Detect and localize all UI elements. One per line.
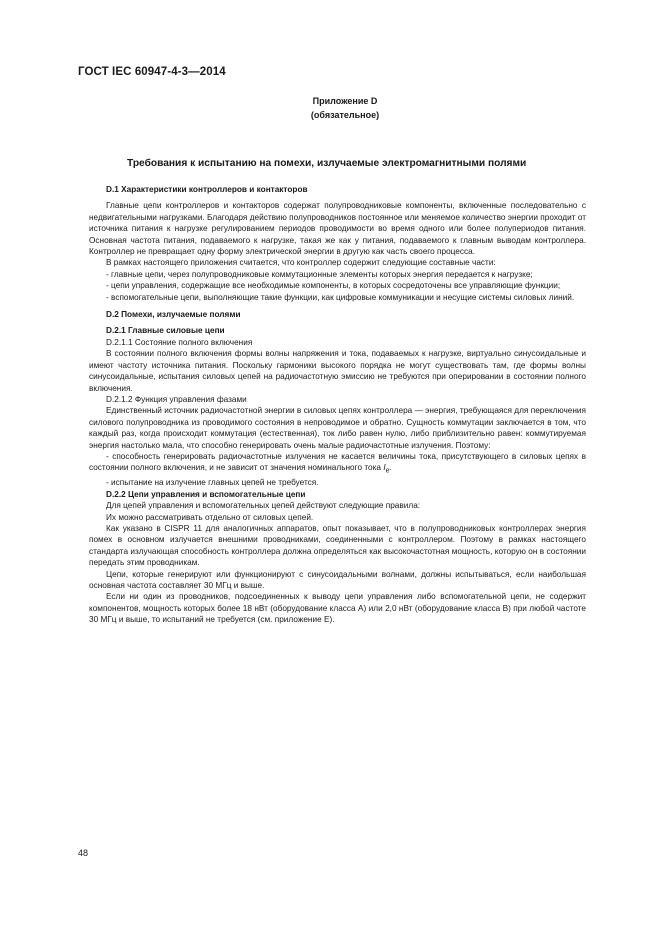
d1-paragraph-1: Главные цепи контроллеров и контакторов содержат полупроводниковые компоненты, включенные последовательно с недвигательными нагрузками. Благодаря действию полупроводников постоянное или меняемое количество энергии проходит от источника питания к нагрузке регулированием периодов проводимости во время одного или более полупериодов питания. Основная частота питания, подаваемого к нагрузке, такая же как у питания, подаваемого к главным выводам контроллера. Контроллер не превращает одну форму электрической энергии в другую как часть своего процесса.: [89, 201, 586, 257]
annex-status: (обязательное): [310, 110, 380, 120]
item-terminator: .: [389, 463, 392, 473]
d22-paragraph-5: Если ни один из проводников, подсоединенных к выводу цепи управления либо вспомогательной цепи, не содержит компонентов, мощность которых более 18 нВт (оборудование класса А) или 2,0 нВт (оборудование класса В) при любой частоте 30 МГц и выше, то испытаний не требуется (см. приложение Е).: [89, 592, 586, 625]
d1-list-item: - цепи управления, содержащие все необходимые компоненты, в которых сосредоточены все управляющие функции;: [106, 281, 561, 291]
current-symbol: I: [383, 463, 386, 473]
d22-paragraph-2: Их можно рассматривать отдельно от силовых цепей.: [106, 512, 314, 522]
d212-list-item: - испытание на излучение главных цепей не требуется.: [106, 478, 319, 488]
d1-list-item: - главные цепи, через полупроводниковые коммутационные элементы которых энергия передается к нагрузке;: [106, 269, 533, 279]
d22-paragraph-4: Цепи, которые генерируют или функционируют с синусоидальными волнами, должны испытываться, если наибольшая основная частота составляет 30 МГц и выше.: [89, 569, 586, 591]
section-d211-heading: D.2.1.1 Состояние полного включения: [106, 337, 253, 347]
d212-list-item: [89, 451, 586, 477]
annex-name: Приложение D: [312, 96, 378, 106]
d22-paragraph-1: Для цепей управления и вспомогательных цепей действуют следующие правила:: [106, 501, 421, 511]
d22-paragraph-3: Как указано в CISPR 11 для аналогичных аппаратов, опыт показывает, что в полупроводниковых контроллерах энергия помех в основном излучается внешними проводниками, соединенными с контроллером. Поэтому в рамках настоящего стандарта излучающая способность контроллера должна определяться как высокочастотная мощность, которую он в состоянии передать этим проводникам.: [89, 524, 586, 568]
d1-paragraph-2: В рамках настоящего приложения считается, что контроллер содержит следующие составные части:: [106, 258, 496, 268]
d212-paragraph: Единственный источник радиочастотной энергии в силовых цепях контроллера — энергия, требующаяся для переключения силового полупроводника из проводимого состояния в непроводимое и обратно. Сущность коммутации заключается в том, что каждый раз, когда происходит коммутация (естественная), ток либо равен нулю, либо приблизительно равен: коммутируемая энергия настолько мала, что способно генерировать очень малые радиочастотные излучения. Поэтому:: [89, 406, 586, 450]
page-number: 48: [78, 848, 89, 858]
rated-current-symbol: [383, 463, 392, 475]
current-subscript: e: [385, 467, 390, 475]
annex-body: [89, 184, 586, 626]
section-d21-heading: D.2.1 Главные силовые цепи: [106, 326, 225, 336]
standard-header: ГОСТ IEC 60947-4-3—2014: [78, 66, 226, 78]
section-d1-heading: D.1 Характеристики контроллеров и контакторов: [106, 185, 308, 194]
section-d2-heading: D.2 Помехи, излучаемые полями: [106, 310, 241, 320]
annex-label: [300, 94, 390, 122]
annex-title: Требования к испытанию на помехи, излучаемые электромагнитными полями: [127, 158, 527, 169]
d212-item-text: - способность генерировать радиочастотные излучения не касается величины тока, присутствующего в силовых цепях в состоянии полного включения, и не зависит от значения номинального тока: [89, 451, 586, 473]
d1-list-item: - вспомогательные цепи, выполняющие такие функции, как цифровые коммуникации и несущие системы силовых линий.: [106, 292, 575, 302]
d211-paragraph: В состоянии полного включения формы волны напряжения и тока, подаваемых к нагрузке, виртуально синусоидальные и имеют частоту источника питания. Поскольку гармоники высокого порядка не могут существовать там, где формы волны синусоидальные, испытания силовых цепей на радиочастотную эмиссию не требуются при оперировании в состоянии полного включения.: [89, 349, 586, 393]
section-d22-heading: D.2.2 Цепи управления и вспомогательные цепи: [106, 489, 306, 499]
section-d212-heading: D.2.1.2 Функция управления фазами: [106, 394, 247, 404]
